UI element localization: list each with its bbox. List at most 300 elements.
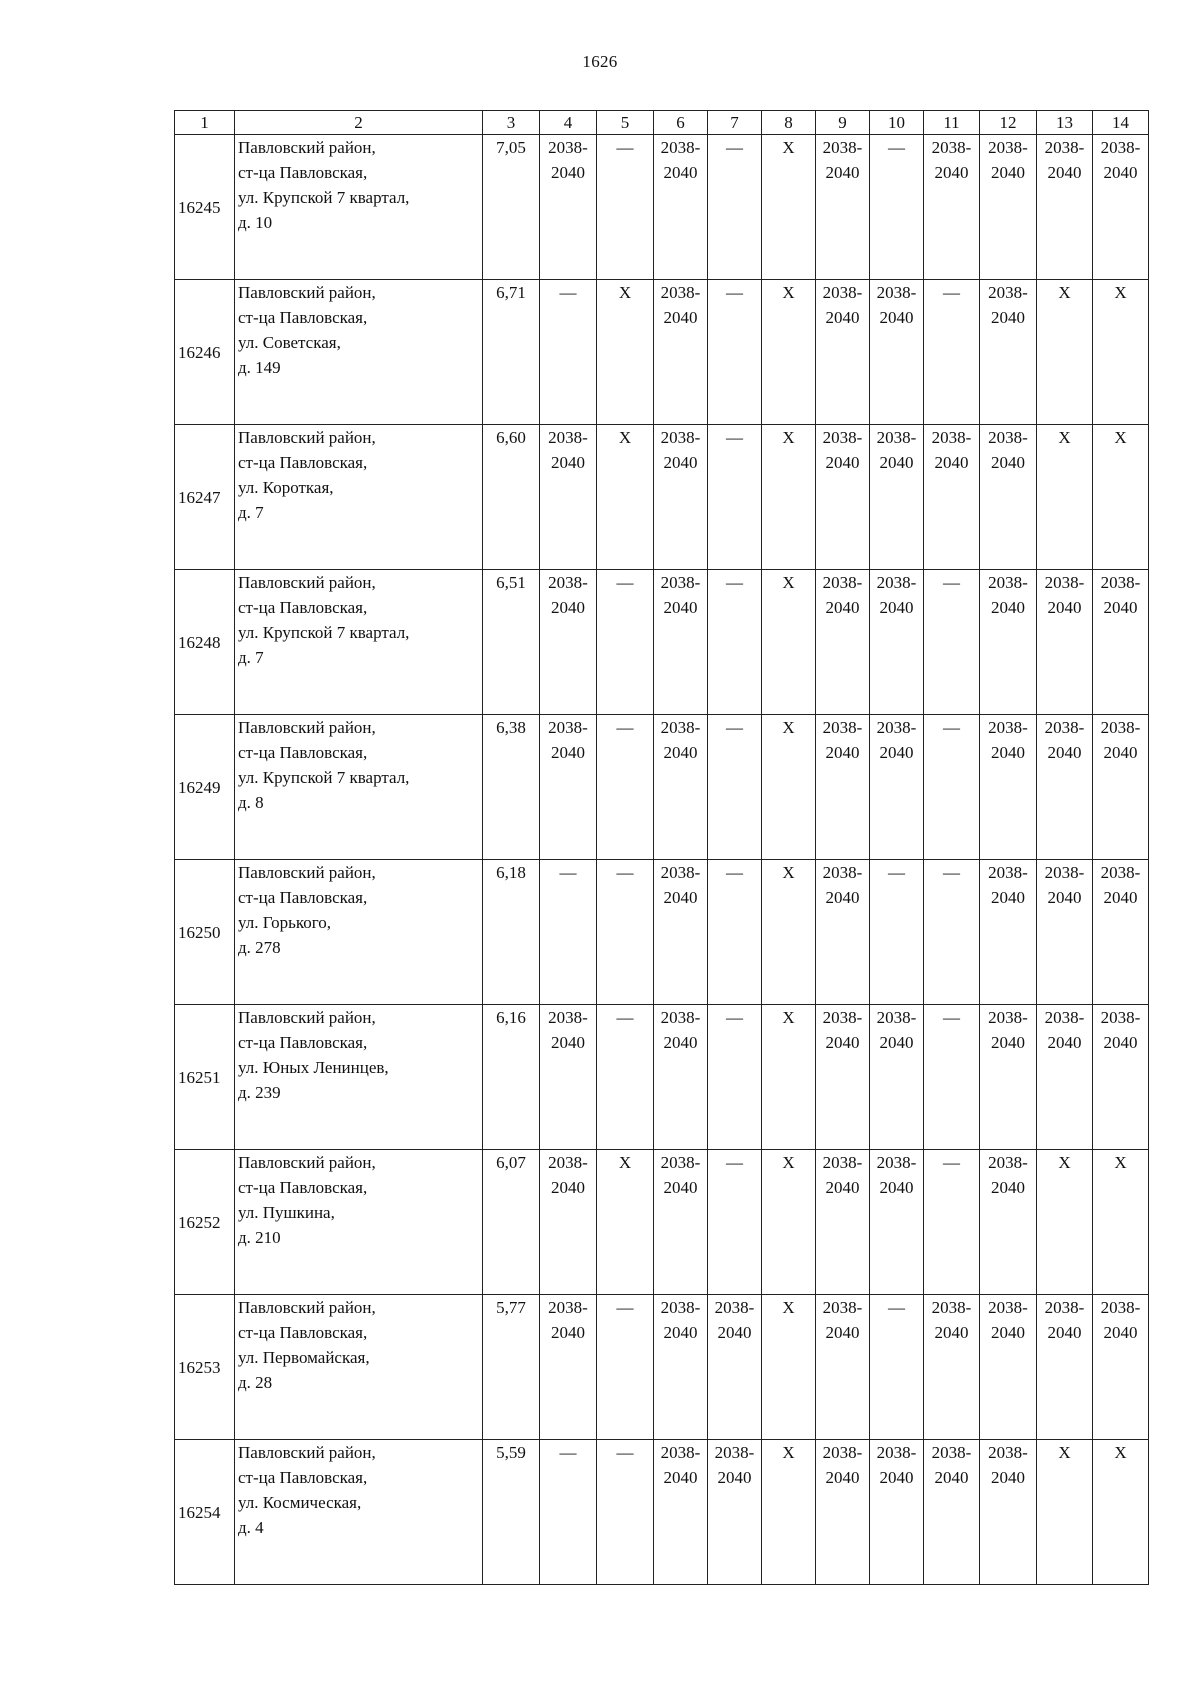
period-value: — bbox=[616, 138, 634, 157]
period-cell bbox=[816, 1440, 870, 1585]
period-value: 2040 bbox=[663, 598, 698, 617]
period-value: 2040 bbox=[717, 1323, 752, 1342]
address-cell bbox=[235, 1150, 483, 1295]
period-value: 2040 bbox=[551, 163, 585, 182]
period-cell bbox=[980, 280, 1037, 425]
period-value: 2038- bbox=[822, 428, 863, 447]
period-cell bbox=[597, 1295, 654, 1440]
area-value: 5,77 bbox=[483, 1295, 540, 1440]
period-value: 2038- bbox=[1100, 1298, 1141, 1317]
address-line: д. 278 bbox=[238, 938, 281, 957]
period-cell bbox=[1093, 860, 1149, 1005]
column-header: 1 bbox=[175, 111, 235, 135]
period-cell bbox=[654, 715, 708, 860]
period-cell bbox=[540, 1440, 597, 1585]
period-value: — bbox=[943, 573, 960, 592]
period-value: 2040 bbox=[825, 1323, 860, 1342]
column-header: 8 bbox=[762, 111, 816, 135]
period-cell bbox=[597, 1005, 654, 1150]
period-value: 2038- bbox=[931, 1443, 972, 1462]
period-value: 2038- bbox=[822, 718, 863, 737]
period-value: 2040 bbox=[879, 598, 914, 617]
address-line: ул. Космическая, bbox=[238, 1493, 362, 1512]
period-value: 2038- bbox=[988, 718, 1028, 737]
period-cell bbox=[540, 135, 597, 280]
table-row bbox=[175, 1150, 1149, 1295]
period-cell bbox=[816, 425, 870, 570]
period-value: 2040 bbox=[825, 1468, 860, 1487]
period-value: 2040 bbox=[551, 1323, 585, 1342]
period-cell bbox=[980, 1005, 1037, 1150]
period-cell bbox=[1037, 280, 1093, 425]
period-value: 2040 bbox=[934, 163, 969, 182]
period-cell bbox=[980, 1150, 1037, 1295]
period-cell bbox=[1093, 1005, 1149, 1150]
period-cell bbox=[762, 1005, 816, 1150]
address-line: ст-ца Павловская, bbox=[238, 1468, 368, 1487]
period-value: 2038- bbox=[660, 863, 701, 882]
period-cell bbox=[816, 715, 870, 860]
record-number: 16254 bbox=[175, 1440, 235, 1585]
period-cell bbox=[980, 860, 1037, 1005]
period-value: 2038- bbox=[822, 1443, 863, 1462]
period-value: — bbox=[888, 138, 905, 157]
period-value: 2038- bbox=[988, 863, 1028, 882]
period-cell bbox=[1037, 715, 1093, 860]
address-line: Павловский район, bbox=[238, 1153, 376, 1172]
period-value: 2040 bbox=[663, 1323, 698, 1342]
period-value: — bbox=[559, 283, 577, 302]
period-value: — bbox=[616, 573, 634, 592]
period-cell bbox=[1093, 715, 1149, 860]
address-line: ст-ца Павловская, bbox=[238, 1323, 368, 1342]
period-value: 2040 bbox=[991, 1033, 1025, 1052]
period-cell bbox=[1037, 1295, 1093, 1440]
address-cell bbox=[235, 425, 483, 570]
period-value: — bbox=[559, 1443, 577, 1462]
column-header: 7 bbox=[708, 111, 762, 135]
period-value: 2040 bbox=[991, 308, 1025, 327]
period-value: X bbox=[1058, 283, 1071, 302]
period-value: 2040 bbox=[991, 163, 1025, 182]
period-value: 2038- bbox=[931, 1298, 972, 1317]
period-cell bbox=[654, 425, 708, 570]
period-value: 2038- bbox=[548, 1298, 588, 1317]
period-value: 2038- bbox=[660, 428, 701, 447]
period-value: 2038- bbox=[931, 428, 972, 447]
column-header: 14 bbox=[1093, 111, 1149, 135]
period-value: 2040 bbox=[825, 308, 860, 327]
period-value: 2040 bbox=[663, 743, 698, 762]
address-line: ст-ца Павловская, bbox=[238, 1033, 368, 1052]
area-value: 6,51 bbox=[483, 570, 540, 715]
period-value: — bbox=[559, 863, 577, 882]
address-cell bbox=[235, 280, 483, 425]
period-cell bbox=[1093, 425, 1149, 570]
column-header: 6 bbox=[654, 111, 708, 135]
period-cell bbox=[924, 715, 980, 860]
period-cell bbox=[1037, 860, 1093, 1005]
period-value: 2040 bbox=[663, 308, 698, 327]
period-value: X bbox=[782, 283, 795, 302]
period-cell bbox=[762, 425, 816, 570]
period-value: X bbox=[782, 863, 795, 882]
period-value: 2040 bbox=[991, 453, 1025, 472]
period-cell bbox=[762, 715, 816, 860]
period-cell bbox=[1093, 1440, 1149, 1585]
address-line: д. 8 bbox=[238, 793, 264, 812]
column-header-row bbox=[175, 111, 1149, 135]
period-cell bbox=[654, 1440, 708, 1585]
record-number: 16247 bbox=[175, 425, 235, 570]
address-line: д. 10 bbox=[238, 213, 273, 232]
period-cell bbox=[816, 280, 870, 425]
period-value: 2038- bbox=[1044, 138, 1085, 157]
period-value: 2038- bbox=[876, 283, 917, 302]
address-cell bbox=[235, 135, 483, 280]
period-cell bbox=[762, 570, 816, 715]
period-cell bbox=[980, 570, 1037, 715]
period-cell bbox=[597, 1150, 654, 1295]
period-value: 2040 bbox=[1047, 888, 1082, 907]
period-value: 2040 bbox=[991, 1468, 1025, 1487]
table-row bbox=[175, 1440, 1149, 1585]
period-cell bbox=[540, 715, 597, 860]
period-cell bbox=[762, 860, 816, 1005]
period-cell bbox=[708, 1440, 762, 1585]
period-cell bbox=[762, 1440, 816, 1585]
period-cell bbox=[540, 860, 597, 1005]
period-value: X bbox=[782, 573, 795, 592]
period-cell bbox=[1037, 135, 1093, 280]
period-value: 2038- bbox=[822, 1008, 863, 1027]
period-value: 2040 bbox=[663, 1033, 698, 1052]
address-line: Павловский район, bbox=[238, 1443, 376, 1462]
period-value: 2040 bbox=[879, 1178, 914, 1197]
period-value: 2038- bbox=[931, 138, 972, 157]
period-cell bbox=[980, 1440, 1037, 1585]
period-value: — bbox=[726, 573, 743, 592]
page-number: 1626 bbox=[582, 52, 618, 71]
address-line: Павловский район, bbox=[238, 573, 376, 592]
period-cell bbox=[924, 1005, 980, 1150]
address-cell bbox=[235, 1440, 483, 1585]
period-value: 2038- bbox=[1100, 863, 1141, 882]
address-line: ст-ца Павловская, bbox=[238, 1178, 368, 1197]
period-value: 2038- bbox=[876, 1008, 917, 1027]
record-number: 16251 bbox=[175, 1005, 235, 1150]
address-cell bbox=[235, 1295, 483, 1440]
area-value: 7,05 bbox=[483, 135, 540, 280]
period-value: 2040 bbox=[991, 598, 1025, 617]
period-value: 2040 bbox=[991, 743, 1025, 762]
period-cell bbox=[924, 280, 980, 425]
period-value: 2038- bbox=[822, 863, 863, 882]
period-value: 2040 bbox=[991, 1323, 1025, 1342]
table-row bbox=[175, 135, 1149, 280]
address-line: ст-ца Павловская, bbox=[238, 743, 368, 762]
period-value: — bbox=[726, 138, 743, 157]
period-value: 2038- bbox=[988, 138, 1028, 157]
period-value: 2040 bbox=[879, 1033, 914, 1052]
period-value: — bbox=[726, 1153, 743, 1172]
period-value: X bbox=[1058, 1153, 1071, 1172]
period-cell bbox=[816, 1295, 870, 1440]
column-header: 5 bbox=[597, 111, 654, 135]
period-value: 2040 bbox=[934, 1323, 969, 1342]
address-line: д. 7 bbox=[238, 503, 264, 522]
period-cell bbox=[762, 135, 816, 280]
record-number: 16250 bbox=[175, 860, 235, 1005]
period-value: 2040 bbox=[1103, 743, 1138, 762]
period-cell bbox=[540, 425, 597, 570]
period-value: 2040 bbox=[1103, 598, 1138, 617]
period-value: — bbox=[943, 283, 960, 302]
period-value: 2040 bbox=[551, 1178, 585, 1197]
period-cell bbox=[870, 860, 924, 1005]
period-value: 2038- bbox=[660, 138, 701, 157]
period-cell bbox=[762, 1150, 816, 1295]
period-value: — bbox=[888, 863, 905, 882]
period-value: 2038- bbox=[714, 1298, 755, 1317]
address-line: Павловский район, bbox=[238, 428, 376, 447]
period-cell bbox=[654, 1005, 708, 1150]
period-value: 2040 bbox=[879, 453, 914, 472]
table-row bbox=[175, 715, 1149, 860]
period-cell bbox=[924, 135, 980, 280]
period-value: 2038- bbox=[822, 283, 863, 302]
period-value: X bbox=[618, 428, 632, 447]
period-cell bbox=[597, 280, 654, 425]
period-value: — bbox=[943, 1153, 960, 1172]
column-header: 11 bbox=[924, 111, 980, 135]
period-value: 2038- bbox=[714, 1443, 755, 1462]
period-value: X bbox=[1114, 1153, 1127, 1172]
period-value: X bbox=[782, 1443, 795, 1462]
period-cell bbox=[816, 1150, 870, 1295]
period-cell bbox=[762, 1295, 816, 1440]
period-value: 2040 bbox=[1103, 888, 1138, 907]
period-cell bbox=[870, 1295, 924, 1440]
period-value: 2038- bbox=[1100, 1008, 1141, 1027]
period-value: 2038- bbox=[548, 573, 588, 592]
period-value: 2038- bbox=[876, 718, 917, 737]
period-value: 2038- bbox=[1100, 573, 1141, 592]
period-value: 2040 bbox=[663, 1178, 698, 1197]
period-value: — bbox=[726, 428, 743, 447]
period-cell bbox=[540, 1295, 597, 1440]
column-header: 10 bbox=[870, 111, 924, 135]
period-cell bbox=[708, 1005, 762, 1150]
period-cell bbox=[708, 280, 762, 425]
address-line: ул. Крупской 7 квартал, bbox=[238, 188, 410, 207]
period-value: 2038- bbox=[822, 1153, 863, 1172]
record-number: 16252 bbox=[175, 1150, 235, 1295]
period-cell bbox=[597, 570, 654, 715]
area-value: 6,60 bbox=[483, 425, 540, 570]
period-cell bbox=[1037, 1005, 1093, 1150]
period-value: 2040 bbox=[717, 1468, 752, 1487]
period-cell bbox=[597, 1440, 654, 1585]
period-cell bbox=[816, 860, 870, 1005]
period-value: 2040 bbox=[1047, 1323, 1082, 1342]
address-line: Павловский район, bbox=[238, 1008, 376, 1027]
period-value: — bbox=[726, 1008, 743, 1027]
period-cell bbox=[870, 135, 924, 280]
period-cell bbox=[540, 1150, 597, 1295]
address-line: ст-ца Павловская, bbox=[238, 308, 368, 327]
period-value: 2038- bbox=[988, 1153, 1028, 1172]
address-line: д. 4 bbox=[238, 1518, 264, 1537]
area-value: 6,71 bbox=[483, 280, 540, 425]
address-line: ул. Пушкина, bbox=[238, 1203, 335, 1222]
period-value: 2038- bbox=[548, 1153, 588, 1172]
table-row bbox=[175, 1295, 1149, 1440]
period-value: — bbox=[616, 1443, 634, 1462]
period-value: 2040 bbox=[1103, 1033, 1138, 1052]
address-cell bbox=[235, 570, 483, 715]
period-value: X bbox=[1058, 428, 1071, 447]
period-value: X bbox=[1058, 1443, 1071, 1462]
period-value: — bbox=[616, 718, 634, 737]
period-value: 2040 bbox=[551, 1033, 585, 1052]
period-value: X bbox=[782, 1153, 795, 1172]
period-cell bbox=[708, 570, 762, 715]
period-cell bbox=[980, 715, 1037, 860]
period-value: 2040 bbox=[663, 163, 698, 182]
period-cell bbox=[1093, 1295, 1149, 1440]
period-cell bbox=[1037, 1150, 1093, 1295]
address-line: Павловский район, bbox=[238, 1298, 376, 1317]
period-cell bbox=[654, 135, 708, 280]
period-value: 2040 bbox=[663, 888, 698, 907]
period-cell bbox=[708, 425, 762, 570]
address-line: Павловский район, bbox=[238, 283, 376, 302]
address-line: ул. Крупской 7 квартал, bbox=[238, 623, 410, 642]
period-cell bbox=[654, 280, 708, 425]
period-value: 2040 bbox=[991, 888, 1025, 907]
period-cell bbox=[1093, 1150, 1149, 1295]
period-cell bbox=[924, 570, 980, 715]
period-cell bbox=[816, 135, 870, 280]
period-cell bbox=[654, 860, 708, 1005]
period-value: 2040 bbox=[1047, 163, 1082, 182]
period-cell bbox=[870, 715, 924, 860]
column-header: 13 bbox=[1037, 111, 1093, 135]
address-line: Павловский район, bbox=[238, 138, 376, 157]
period-cell bbox=[816, 570, 870, 715]
period-value: 2038- bbox=[988, 283, 1028, 302]
period-cell bbox=[1093, 280, 1149, 425]
table-row bbox=[175, 570, 1149, 715]
period-value: 2040 bbox=[663, 1468, 698, 1487]
period-value: 2038- bbox=[660, 573, 701, 592]
period-value: — bbox=[616, 863, 634, 882]
period-value: 2040 bbox=[1047, 598, 1082, 617]
period-value: 2038- bbox=[660, 1153, 701, 1172]
period-cell bbox=[654, 1150, 708, 1295]
address-line: д. 7 bbox=[238, 648, 264, 667]
period-value: 2038- bbox=[988, 573, 1028, 592]
period-value: X bbox=[782, 138, 795, 157]
period-cell bbox=[924, 425, 980, 570]
period-value: 2038- bbox=[1044, 863, 1085, 882]
period-value: 2038- bbox=[660, 1443, 701, 1462]
period-value: X bbox=[1114, 283, 1127, 302]
period-cell bbox=[980, 135, 1037, 280]
period-cell bbox=[708, 135, 762, 280]
period-value: 2040 bbox=[825, 1033, 860, 1052]
period-cell bbox=[708, 860, 762, 1005]
address-cell bbox=[235, 715, 483, 860]
period-value: X bbox=[1114, 1443, 1127, 1462]
address-line: ст-ца Павловская, bbox=[238, 453, 368, 472]
period-value: X bbox=[782, 1298, 795, 1317]
period-cell bbox=[870, 280, 924, 425]
period-cell bbox=[980, 425, 1037, 570]
period-value: 2038- bbox=[822, 573, 863, 592]
period-value: 2040 bbox=[1103, 163, 1138, 182]
area-value: 6,18 bbox=[483, 860, 540, 1005]
period-cell bbox=[870, 1005, 924, 1150]
period-value: X bbox=[618, 283, 632, 302]
period-value: 2040 bbox=[934, 1468, 969, 1487]
period-cell bbox=[1037, 425, 1093, 570]
table-row bbox=[175, 1005, 1149, 1150]
period-cell bbox=[980, 1295, 1037, 1440]
address-line: д. 149 bbox=[238, 358, 281, 377]
period-value: — bbox=[616, 1298, 634, 1317]
period-value: 2038- bbox=[1044, 573, 1085, 592]
period-value: 2038- bbox=[660, 1008, 701, 1027]
column-header: 2 bbox=[235, 111, 483, 135]
address-line: ул. Крупской 7 квартал, bbox=[238, 768, 410, 787]
period-cell bbox=[870, 570, 924, 715]
period-value: X bbox=[782, 1008, 795, 1027]
period-value: 2038- bbox=[822, 138, 863, 157]
period-value: 2040 bbox=[551, 598, 585, 617]
period-cell bbox=[540, 1005, 597, 1150]
period-value: 2040 bbox=[1103, 1323, 1138, 1342]
record-number: 16249 bbox=[175, 715, 235, 860]
period-value: 2038- bbox=[876, 428, 917, 447]
address-line: д. 210 bbox=[238, 1228, 281, 1247]
period-cell bbox=[708, 715, 762, 860]
record-number: 16245 bbox=[175, 135, 235, 280]
period-cell bbox=[597, 715, 654, 860]
period-cell bbox=[540, 570, 597, 715]
address-cell bbox=[235, 1005, 483, 1150]
period-cell bbox=[540, 280, 597, 425]
period-cell bbox=[816, 1005, 870, 1150]
period-value: 2038- bbox=[548, 138, 588, 157]
table-row bbox=[175, 425, 1149, 570]
period-value: — bbox=[943, 1008, 960, 1027]
area-value: 6,16 bbox=[483, 1005, 540, 1150]
address-line: д. 28 bbox=[238, 1373, 273, 1392]
period-value: 2040 bbox=[825, 163, 860, 182]
period-cell bbox=[597, 860, 654, 1005]
period-cell bbox=[654, 1295, 708, 1440]
period-value: 2040 bbox=[1047, 1033, 1082, 1052]
period-value: 2040 bbox=[879, 1468, 914, 1487]
period-cell bbox=[762, 280, 816, 425]
period-cell bbox=[708, 1295, 762, 1440]
address-line: ул. Советская, bbox=[238, 333, 341, 352]
period-cell bbox=[924, 1440, 980, 1585]
table-row bbox=[175, 280, 1149, 425]
period-cell bbox=[1037, 570, 1093, 715]
